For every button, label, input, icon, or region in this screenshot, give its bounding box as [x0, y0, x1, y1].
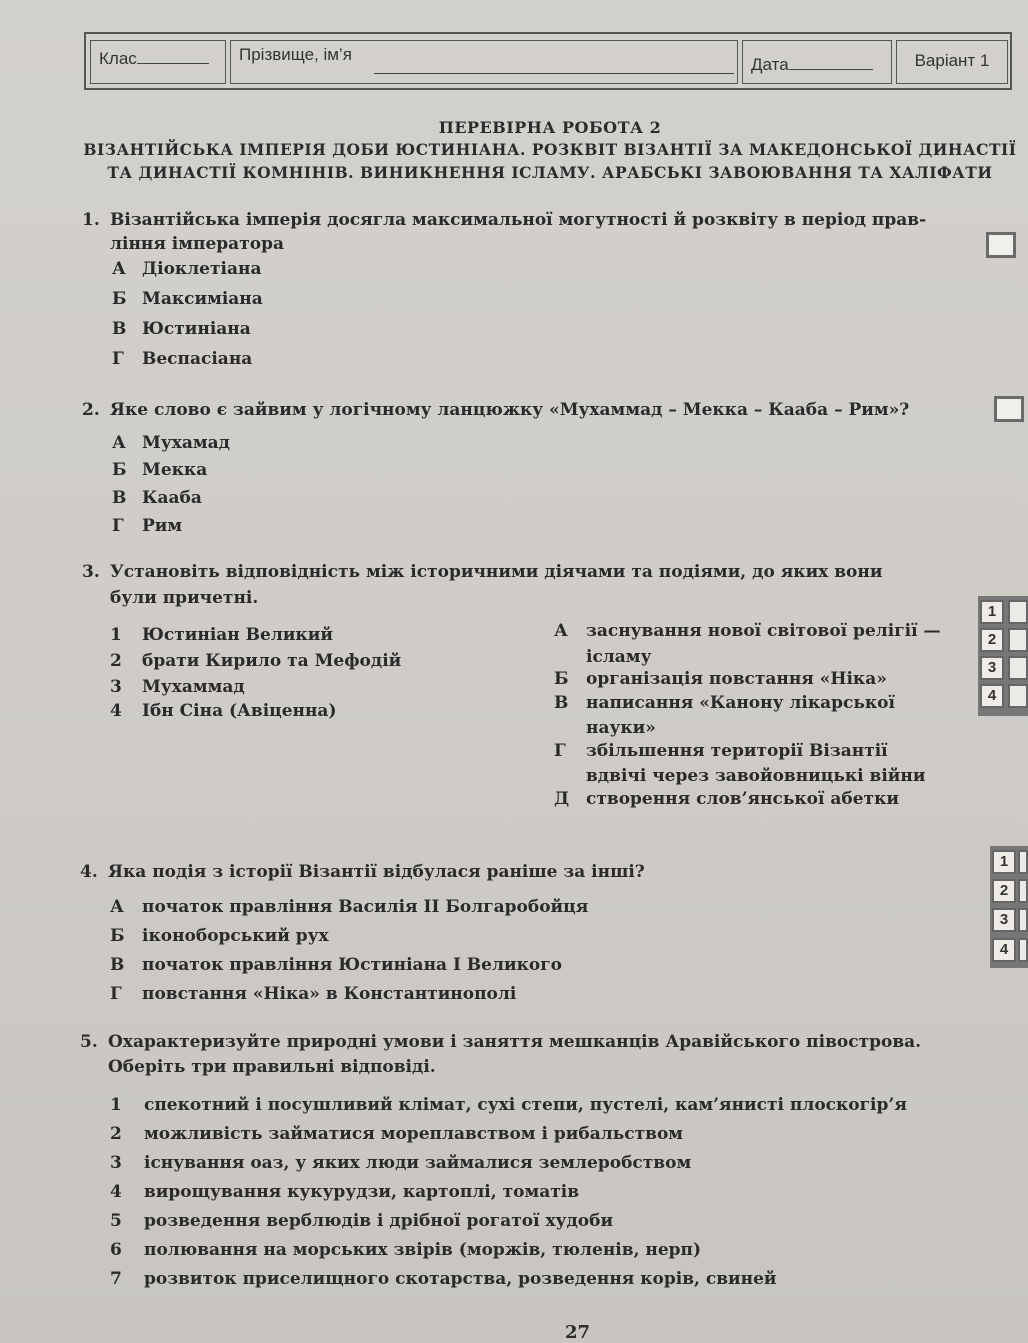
- header-table: [84, 32, 1012, 90]
- question-text-cont: ління імператора: [110, 234, 284, 254]
- question-number: 5.: [80, 1032, 98, 1052]
- grid-row-label: 3: [980, 656, 1004, 680]
- question-text: Установіть відповідність між історичними діячами та подіями, до яких вони: [110, 562, 883, 582]
- answer-box-q2[interactable]: [994, 396, 1024, 422]
- name-label: Прізвище, ім’я: [239, 45, 352, 64]
- variant-box: [896, 40, 1008, 84]
- grid-answer-cell[interactable]: [1008, 600, 1028, 624]
- question-text-cont: Оберіть три правильні відповіді.: [108, 1057, 436, 1077]
- question-text: Візантійська імперія досягла максимальної могутності й розквіту в період прав-: [110, 210, 927, 230]
- class-field[interactable]: [90, 40, 226, 84]
- date-field[interactable]: [742, 40, 892, 84]
- date-label: Дата: [751, 55, 789, 74]
- grid-answer-cell[interactable]: [1008, 656, 1028, 680]
- question-text: Яке слово є зайвим у логічному ланцюжку «Мухаммад – Мекка – Кааба – Рим»?: [110, 400, 910, 420]
- question-text-cont: були причетні.: [110, 588, 259, 608]
- grid-answer-cell[interactable]: [1008, 628, 1028, 652]
- grid-row-label: 1: [992, 850, 1016, 874]
- answer-grid-q3: [978, 596, 1028, 716]
- grid-row-label: 4: [980, 684, 1004, 708]
- grid-row-label: 1: [980, 600, 1004, 624]
- grid-answer-cell[interactable]: [1018, 938, 1028, 962]
- class-label: Клас: [99, 49, 137, 68]
- question-text: Охарактеризуйте природні умови і заняття мешканців Аравійського півострова.: [108, 1032, 922, 1052]
- grid-answer-cell[interactable]: [1018, 879, 1028, 903]
- variant-label: Варіант 1: [914, 51, 990, 70]
- grid-row-label: 3: [992, 908, 1016, 932]
- grid-row-label: 4: [992, 938, 1016, 962]
- question-number: 2.: [82, 400, 100, 420]
- page-number: 27: [565, 1322, 591, 1343]
- grid-answer-cell[interactable]: [1018, 850, 1028, 874]
- grid-answer-cell[interactable]: [1018, 908, 1028, 932]
- topic-title-line2: ТА ДИНАСТІЇ КОМНІНІВ. ВИНИКНЕННЯ ІСЛАМУ. АРАБСЬКІ ЗАВОЮВАННЯ ТА ХАЛІФАТИ: [107, 163, 993, 182]
- worksheet-page: Клас Прізвище, ім’я Дата Варіант 1 ПЕРЕВІРНА РОБОТА 2 ВІЗАНТІЙСЬКА ІМПЕРІЯ ДОБИ ЮСТИНІАНА. РОЗКВІТ ВІЗАНТІЇ ЗА МАКЕДОНСЬКОЇ ДИНАСТІЇ ТА ДИНАСТІЇ КОМНІНІВ. ВИНИКНЕННЯ ІСЛАМУ. АРАБСЬКІ ЗАВОЮВАННЯ ТА ХАЛІФАТИ 1. Візантійська імперія досягла максимальної могутності й розквіту в період прав- ління імператора А Діоклетіана Б Максиміана В Юстиніана Г Веспасіана 2. Яке слово є зайвим у логічному ланцюжку «Мухаммад – Мекка – Кааба – Рим»? А Мухамад Б Мекка В Кааба Г Рим 3. Установіть відповідність між історичними діячами та подіями, до яких вони були причетні. 1 Юстиніан Великий 2 брати Кирило та Мефодій 3 Мухаммад 4 Ібн Сіна (Авіценна) А заснування нової світової релігії — ісламу Б організація повстання «Ніка» В написання «Канону лікарської науки» Г збільшення території Візантії вдвічі через завойовницькі війни Д створення слов’янської абетки 1 2 3 4 4. Яка подія з історії Візантії відбулася раніше за інші? А початок правління Василія ІІ Болгаробойця Б іконоборський рух В початок правління Юстиніана І Великого Г повстання «Ніка» в Константинополі 1 2 3 4 5. Охарактеризуйте природні умови і заняття мешканців Аравійського півострова. Оберіть три правильні відповіді. 1 спекотний і посушливий клімат, сухі степи, пустелі, кам’янисті плоскогір’я 2 можливість займатися мореплавством і рибальством 3 існування оаз, у яких люди займалися землеробством 4 вирощування кукурудзи, картоплі, томатів 5 розведення верблюдів і дрібної рогатої худоби 6 полювання на морських звірів (моржів, тюленів, нерп) 7 розвиток приселищного скотарства, розведення корів, свиней 27: [0, 0, 1028, 1339]
- question-number: 3.: [82, 562, 100, 582]
- name-field[interactable]: [230, 40, 738, 84]
- question-number: 1.: [82, 210, 100, 230]
- topic-title-line1: ВІЗАНТІЙСЬКА ІМПЕРІЯ ДОБИ ЮСТИНІАНА. РОЗКВІТ ВІЗАНТІЇ ЗА МАКЕДОНСЬКОЇ ДИНАСТІЇ: [83, 140, 1017, 159]
- grid-answer-cell[interactable]: [1008, 684, 1028, 708]
- grid-row-label: 2: [992, 879, 1016, 903]
- work-title: ПЕРЕВІРНА РОБОТА 2: [438, 118, 662, 137]
- question-number: 4.: [80, 862, 98, 882]
- grid-row-label: 2: [980, 628, 1004, 652]
- answer-box-q1[interactable]: [986, 232, 1016, 258]
- question-text: Яка подія з історії Візантії відбулася раніше за інші?: [108, 862, 645, 882]
- answer-grid-q4: [990, 846, 1028, 968]
